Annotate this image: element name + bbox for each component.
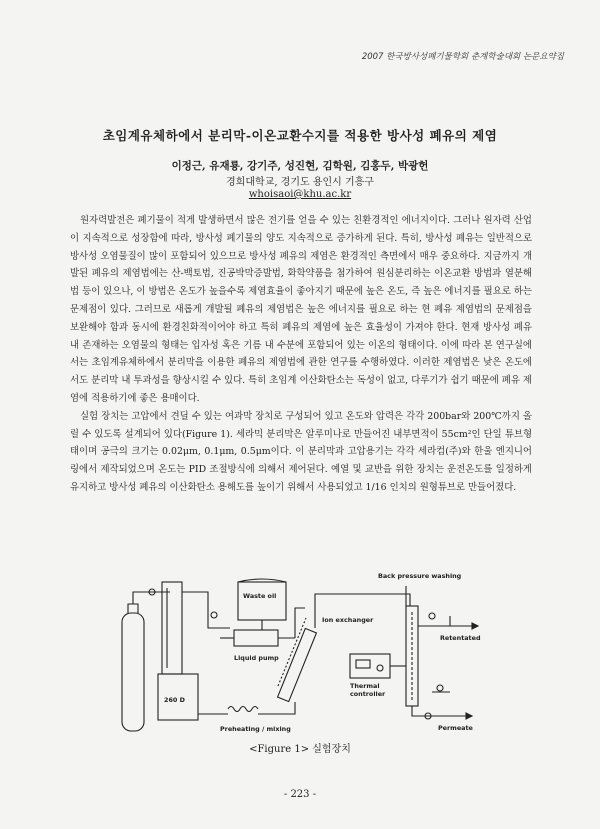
label-pump-model: 260 D xyxy=(164,696,185,704)
paragraph-intro: 원자력발전은 폐기물이 적게 발생하면서 많은 전기를 얻을 수 있는 친환경적인 에너지이다. 그러나 원자력 산업이 지속적으로 성장함에 따라, 방사성 폐기물의 양도 지속적으로 증가하게 된다. 특히, 방사성 폐유는 일반적으로 방사성 오염물질이 많이 포함되어 있으므로 방사성 폐유의 제염은 환경적인 측면에서 매우 중요하다. 지금까지 개발된 폐유의 제염법에는 산-백토법, 진공박막증발법, 화학약품을 첨가하여 원심분리하는 이온교환 방법과 열분해법 등이 있으나, 이 방법은 온도가 높을수록 제염효율이 좋아지기 때문에 높은 온도, 즉 높은 에너지를 필요로 하는 문제점이 있다. 그러므로 새롭게 개발될 폐유의 제염법은 높은 에너지를 필요로 하는 현 폐유 제염법의 문제점을 보완해야 함과 동시에 환경친화적이어야 하고 특히 폐유의 제염에 높은 효율성이 가져야 한다. 현재 방사성 폐유 내 존재하는 오염물의 형태는 입자성 혹은 기름 내 수분에 포함되어 있는 이온의 형태이다. 이에 따라 본 연구실에서는 초임계유체하에서 분리막을 이용한 폐유의 제염법에 관한 연구를 수행하였다. 이러한 제염법은 낮은 온도에서도 분리막 내 투과성을 향상시킬 수 있다. 특히 초임계 이산화탄소는 독성이 없고, 다루기가 쉽기 때문에 폐유 제염에 적용하기에 좋은 용매이다. xyxy=(70,215,532,404)
label-permeate: Permeate xyxy=(438,724,473,732)
label-waste-oil: Waste oil xyxy=(243,592,277,600)
retentate-line xyxy=(418,616,472,626)
cylinder-line xyxy=(133,592,170,604)
conference-header: 2007 한국방사성폐기물학회 춘계학술대회 논문요약집 xyxy=(361,52,564,62)
label-back-pressure: Back pressure washing xyxy=(378,572,462,580)
experimental-setup-figure xyxy=(110,568,500,736)
pump-column xyxy=(162,582,182,674)
label-controller: controller xyxy=(350,690,386,698)
author-list: 이정근, 유재룡, 강기주, 성진현, 김학원, 김홍두, 박광헌 xyxy=(171,160,429,172)
affiliation: 경희대학교, 경기도 용인시 기흥구 xyxy=(226,177,374,188)
label-retentated: Retentated xyxy=(440,634,481,642)
paragraph-experiment: 실험 장치는 고압에서 견딜 수 있는 여과막 장치로 구성되어 있고 온도와 압력은 각각 200bar와 200℃까지 올릴 수 있도록 설계되어 있다(Figure 1). 세라믹 분리막은 알루미나로 만들어진 내부면적이 55cm²인 단일 튜브형태이며 공극의 크기는 0.02μm, 0.1μm, 0.5μm이다. 이 분리막과 고압용기는 각각 세라컴(주)와 한울 엔지니어링에서 제작되었으며 온도는 PID 조절방식에 의해서 제어된다. 예열 및 교반을 위한 장치는 운전온도를 일정하게 유지하고 방사성 폐유의 이산화탄소 용해도를 높이기 위해서 사용되었고 1/16 인치의 원형튜브로 만들어졌다. xyxy=(70,410,532,493)
label-thermal: Thermal xyxy=(350,682,380,690)
preheating-coil xyxy=(218,702,295,714)
setup-diagram xyxy=(110,568,500,736)
waste-oil-tank xyxy=(238,582,286,620)
author-email[interactable]: whoisaoi@khu.ac.kr xyxy=(248,189,352,200)
membrane-column xyxy=(406,606,418,706)
figure-caption: <Figure 1> 실험장치 xyxy=(249,744,351,755)
paper-title: 초임계유체하에서 분리막-이온교환수지를 적용한 방사성 폐유의 제염 xyxy=(102,128,498,143)
liquid-pump xyxy=(234,630,278,646)
label-preheating: Preheating / mixing xyxy=(220,725,291,733)
pump-outlet-line xyxy=(182,592,230,628)
co2-cylinder xyxy=(122,613,144,731)
abstract-body xyxy=(70,212,532,497)
retentate-valve-icon xyxy=(429,613,435,619)
label-liquid-pump: Liquid pump xyxy=(234,654,279,662)
permeate-line xyxy=(412,706,466,716)
ion-exchanger-column xyxy=(278,628,317,701)
label-ion-exchanger: Ion exchanger xyxy=(322,616,374,624)
page-number: - 223 - xyxy=(283,789,317,800)
cylinder-valve xyxy=(128,604,138,613)
pump-valve-icon xyxy=(211,612,217,618)
